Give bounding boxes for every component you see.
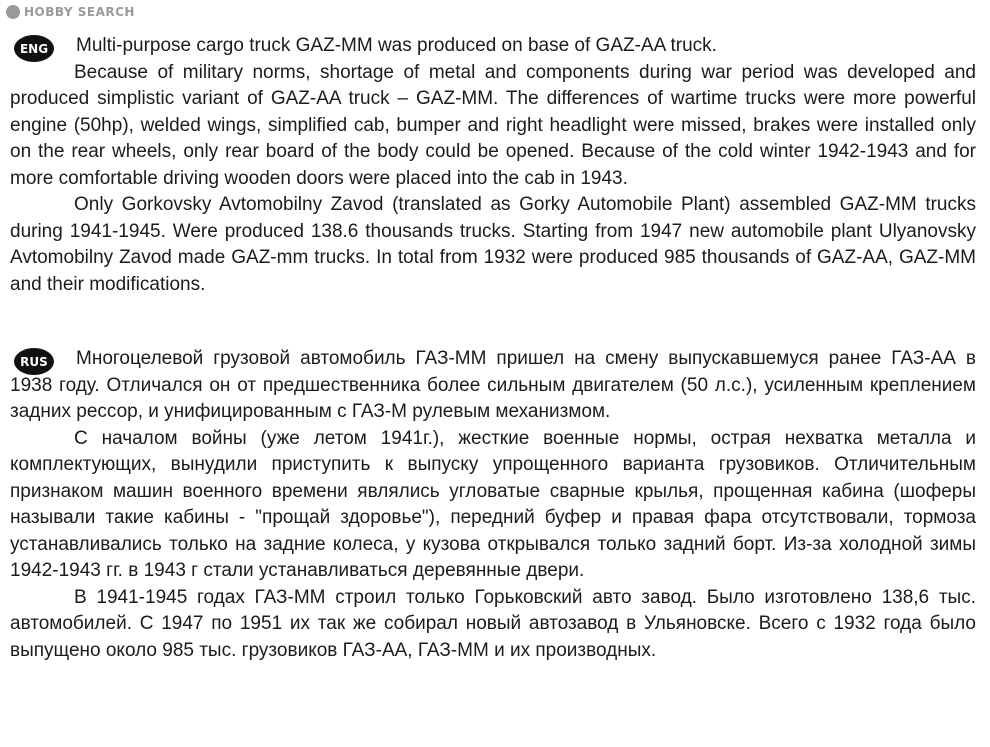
- hobby-search-logo-icon: [6, 5, 20, 19]
- eng-paragraph-3: Only Gorkovsky Avtomobilny Zavod (translated as Gorky Automobile Plant) assembled GAZ-MM trucks during 1941-1945. Were produced 138.6 thousands trucks. Starting from 1947 new automobile plant Ulyanovsky Avtomobilny Zavod made GAZ-mm trucks. In total from 1932 were produced 985 thousands of GAZ-AA, GAZ-MM and their modifications.: [10, 194, 976, 295]
- rus-paragraph-1: Многоцелевой грузовой автомобиль ГАЗ-ММ пришел на смену выпускавшемуся ранее ГАЗ-АА в 1938 году. Отличался он от предшественника более сильным двигателем (50 л.с.), усиленным креплением задних рессор, и унифицированным с ГАЗ-М рулевым механизмом.: [10, 348, 976, 422]
- rus-paragraph-3: В 1941-1945 годах ГАЗ-ММ строил только Горьковский авто завод. Было изготовлено 138,6 тыс. автомобилей. С 1947 по 1951 их так же собирал новый автозавод в Ульяновске. Всего с 1932 года было выпущено около 985 тыс. грузовиков ГАЗ-АА, ГАЗ-ММ и их производных.: [10, 586, 976, 661]
- watermark-text: HOBBY SEARCH: [24, 5, 135, 19]
- english-section: [10, 33, 976, 298]
- rus-paragraph-2: С началом войны (уже летом 1941г.), жесткие военные нормы, острая нехватка металла и комплектующих, вынудили приступить к выпуску упрощенного варианта грузовиков. Отличительным признаком машин военного времени являлись угловатые сварные крылья, прощенная кабина (шоферы называли такие кабины - "прощай здоровье"), передний буфер и правая фара отсутствовали, тормоза устанавливались только на задние колеса, у кузова открывался только задний борт. Из-за холодной зимы 1942-1943 гг. в 1943 г стали устанавливаться деревянные двери.: [10, 427, 976, 581]
- watermark: [6, 5, 135, 19]
- eng-paragraph-1: Multi-purpose cargo truck GAZ-MM was produced on base of GAZ-AA truck.: [76, 35, 717, 56]
- russian-section: [10, 346, 976, 664]
- eng-language-badge: ENG: [14, 35, 54, 62]
- rus-language-badge: RUS: [14, 348, 54, 375]
- eng-paragraph-2: Because of military norms, shortage of metal and components during war period was developed and produced simplistic variant of GAZ-AA truck – GAZ-MM. The differences of wartime trucks were more powerful engine (50hp), welded wings, simplified cab, bumper and right headlight were missed, brakes were installed only on the rear wheels, only rear board of the body could be opened. Because of the cold winter 1942-1943 and for more comfortable driving wooden doors were placed into the cab in 1943.: [10, 61, 976, 189]
